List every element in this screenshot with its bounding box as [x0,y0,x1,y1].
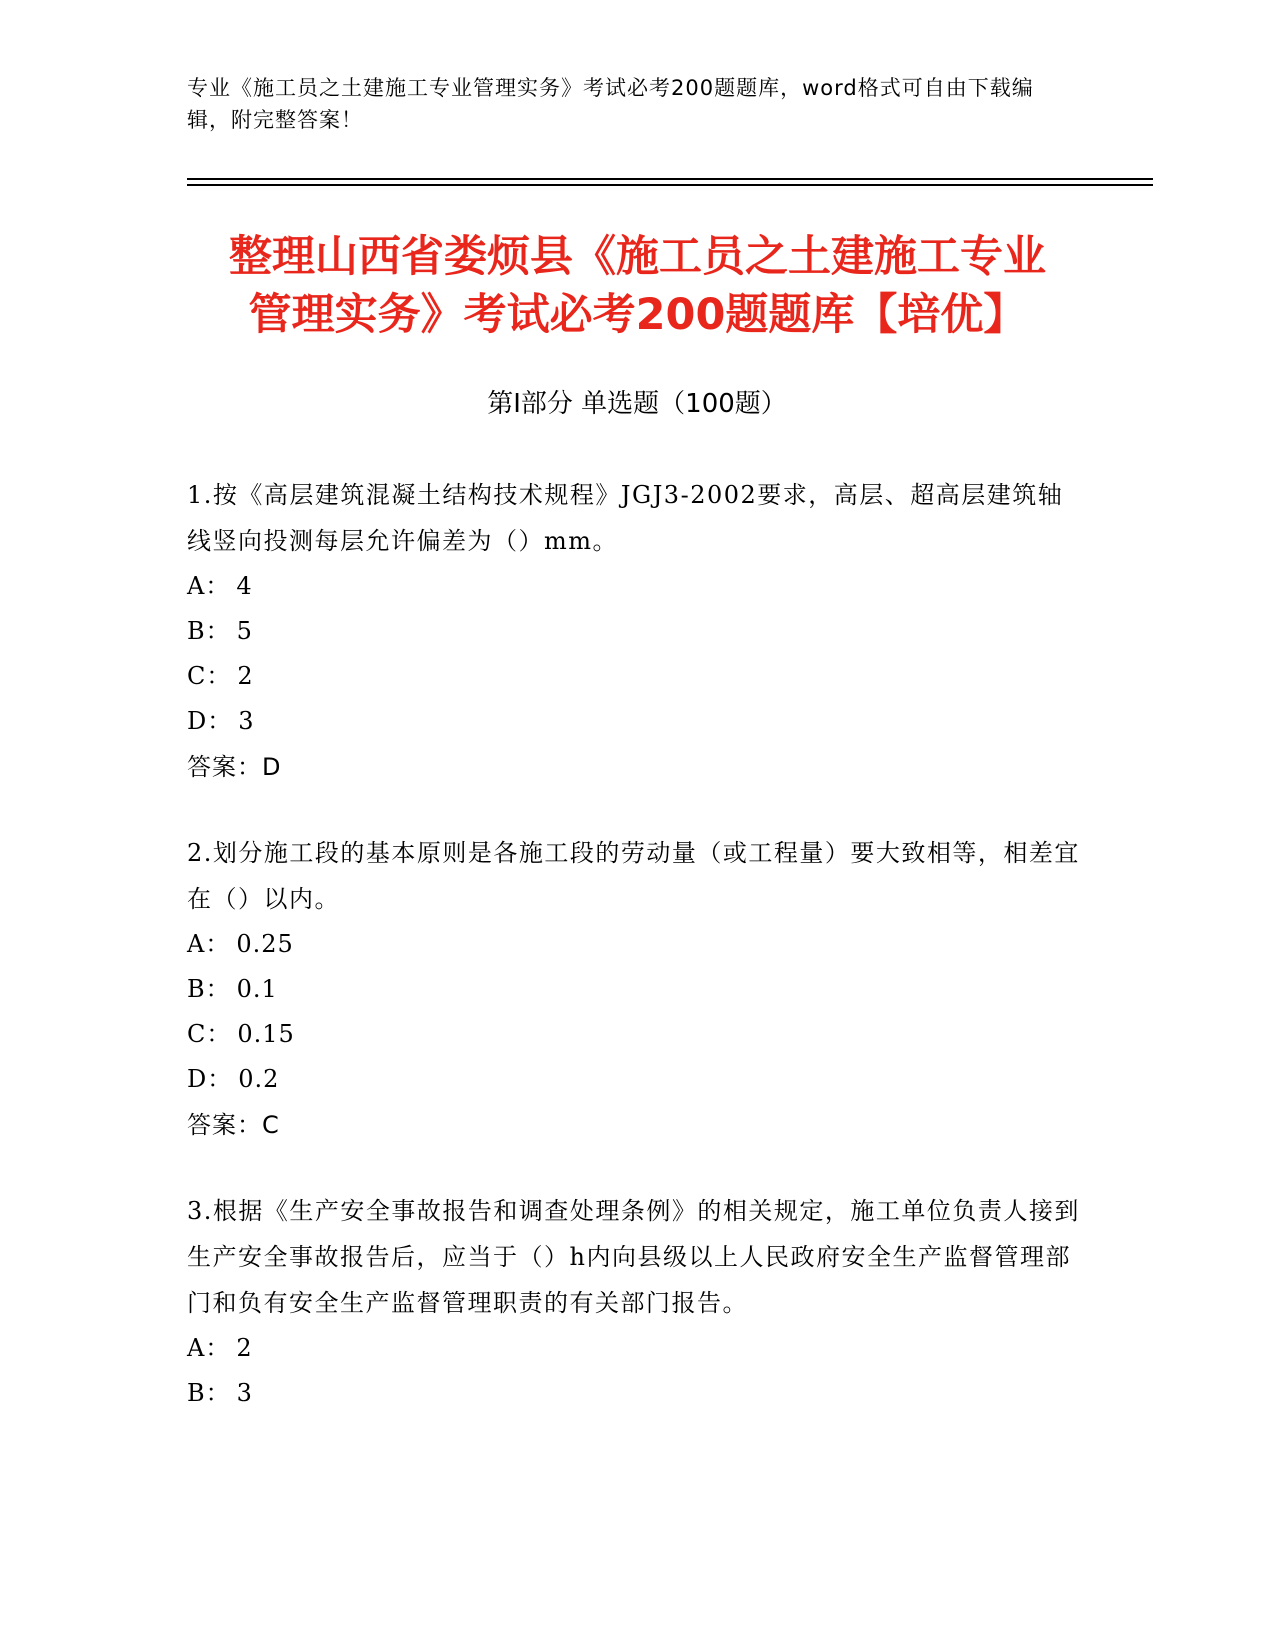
document-title-line-2: 管理实务》考试必考200题题库【培优】 [248,290,1027,340]
option-value: 4 [236,572,253,600]
answer-option [187,922,1087,967]
answer-option [187,1012,1087,1057]
document-title [140,228,1135,344]
option-value: 3 [236,1379,253,1407]
option-value: 2 [237,662,254,690]
option-separator: ： [205,572,231,600]
option-separator: ： [207,707,233,735]
answer-option [187,1057,1087,1102]
question-stem: 1.按《高层建筑混凝土结构技术规程》JGJ3-2002要求，高层、超高层建筑轴线竖向投测每层允许偏差为（）mm。 [187,481,1064,555]
option-value: 0.2 [238,1065,280,1093]
option-separator: ： [206,662,232,690]
answer-option [187,654,1087,699]
answer-option [187,609,1087,654]
answer-key: 答案：C [187,1111,280,1139]
option-value: 5 [236,617,253,645]
option-letter: B [187,617,206,645]
option-letter: D [187,1065,208,1093]
option-value: 2 [236,1334,253,1362]
answer-option [187,564,1087,609]
option-letter: D [187,707,208,735]
answer-key: 答案：D [187,753,282,781]
answer-option [187,967,1087,1012]
option-value: 0.1 [236,975,278,1003]
option-separator: ： [205,975,231,1003]
option-separator: ： [206,1020,232,1048]
question-item [187,830,1087,1148]
header-rule-top [187,178,1153,180]
option-separator: ： [207,1065,233,1093]
option-separator: ： [205,1334,231,1362]
answer-option [187,1371,1087,1416]
option-letter: B [187,975,206,1003]
question-list [187,472,1087,1456]
option-value: 3 [238,707,255,735]
option-separator: ： [205,930,231,958]
answer-option [187,1326,1087,1371]
option-letter: C [187,662,207,690]
option-letter: A [187,1334,206,1362]
option-letter: A [187,930,206,958]
question-stem: 2.划分施工段的基本原则是各施工段的劳动量（或工程量）要大致相等，相差宜在（）以内。 [187,839,1080,913]
option-letter: B [187,1379,206,1407]
section-heading: 第Ⅰ部分 单选题（100题） [487,389,787,419]
document-title-line-1: 整理山西省娄烦县《施工员之土建施工专业 [229,232,1046,282]
option-value: 0.15 [237,1020,295,1048]
question-stem: 3.根据《生产安全事故报告和调查处理条例》的相关规定，施工单位负责人接到生产安全事故报告后，应当于（）h内向县级以上人民政府安全生产监督管理部门和负有安全生产监督管理职责的有关部门报告。 [187,1197,1080,1317]
option-value: 0.25 [236,930,294,958]
question-item [187,472,1087,790]
option-letter: A [187,572,206,600]
option-separator: ： [205,617,231,645]
question-item [187,1188,1087,1416]
option-letter: C [187,1020,207,1048]
header-note: 专业《施工员之土建施工专业管理实务》考试必考200题题库，word格式可自由下载编辑，附完整答案！ [187,76,1034,132]
header-rule-bottom [187,184,1153,186]
answer-option [187,699,1087,744]
option-separator: ： [205,1379,231,1407]
